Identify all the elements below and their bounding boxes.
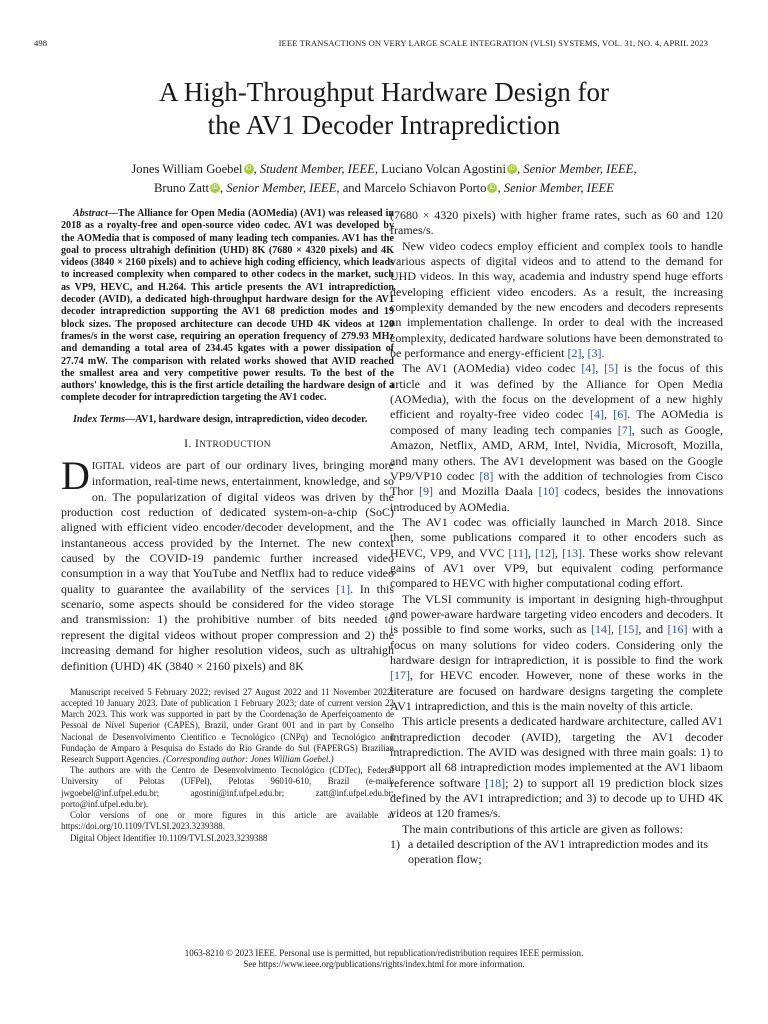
body-paragraph <box>390 592 723 715</box>
body-text: codecs, besides the innovations introduced by AOMedia. <box>390 484 724 514</box>
citation-link[interactable]: [2] <box>567 346 582 361</box>
author-list <box>60 160 708 198</box>
orcid-icon[interactable]: iD <box>507 164 517 174</box>
drop-cap: D <box>61 453 90 499</box>
author-name: Luciano Volcan Agostini <box>381 162 506 176</box>
body-text: , <box>595 361 605 376</box>
citation-link[interactable]: [7] <box>617 422 632 437</box>
author-name: Marcelo Schiavon Porto <box>364 181 487 195</box>
index-terms-dash: — <box>125 413 136 425</box>
footnote-text: Manuscript received 5 February 2022; revised 27 August 2022 and 11 November 2022; accepted 10 January 2023. Date of publication 1 February 2023; date of current version 22 March 2023. This work was supported in part by the Coordenação de Aperfeiçoamento de Pessoal de Nível Superior (CAPES), Brazil, under Grant 001 and in part by Conselho Nacional de Desenvolvimento Científico e Tecnológico (CNPq) and Tecnológico and Fundação de Amparo à Pesquisa do Estado do Rio Grande do Sul (FAPERGS) Brazilian Research Support Agencies. <box>61 686 394 765</box>
author-affiliation-role: Senior Member, IEEE <box>523 162 634 176</box>
body-text: The VLSI community is important in designing high-throughput and power-aware hardware targeting video encoders and decoders. It is possible to find some works, such as <box>390 591 723 637</box>
index-terms-label: Index Terms <box>73 413 126 425</box>
section-title-rest: NTRODUCTION <box>199 440 271 451</box>
author-affiliation-role: Student Member, IEEE <box>259 162 375 176</box>
body-text: , and <box>638 622 668 637</box>
body-paragraph <box>390 239 723 362</box>
footnote-color-figures[interactable]: Color versions of one or more figures in this article are available at https://doi.org/10.1109/TVLSI.2023.3239388. <box>61 810 394 832</box>
body-text: . <box>601 346 605 361</box>
body-paragraph <box>390 361 723 514</box>
body-text: with the addition of technologies from Cisco Thor <box>390 468 723 499</box>
list-item-text: a detailed description of the AV1 intraprediction modes and its operation flow; <box>408 837 709 867</box>
drop-cap-rest: IGITAL <box>91 461 125 473</box>
body-text: The AV1 codec was officially launched in March 2018. Since then, some publications compared it to other encoders such as HEVC, VP9, and VVC <box>390 514 723 560</box>
body-paragraph <box>390 515 723 592</box>
author-name: Bruno Zatt <box>154 181 209 195</box>
footnote-doi[interactable]: Digital Object Identifier 10.1109/TVLSI.2023.3239388 <box>70 832 268 843</box>
body-text: , <box>555 545 563 560</box>
body-text: , <box>527 545 536 560</box>
orcid-icon[interactable]: iD <box>487 183 497 193</box>
index-terms-text: AV1, hardware design, intraprediction, video decoder. <box>135 413 368 425</box>
body-text: . The AOMedia is composed of many leading tech companies <box>390 407 724 437</box>
abstract <box>61 208 394 405</box>
body-text: and Mozilla Daala <box>433 484 539 499</box>
author-line-2: Bruno Zatt iD , Senior Member, IEEE, and Marcelo Schiavon Porto iD , Senior Member, IEEE <box>154 181 614 195</box>
right-column <box>390 208 723 868</box>
author-affiliation-role: Senior Member, IEEE <box>226 181 337 195</box>
body-text: , for HEVC encoder. However, none of these works in the literature are focused on hardware designs targeting the complete AV1 intraprediction, and this is the main novelty of this article. <box>390 668 723 713</box>
running-head <box>34 38 708 48</box>
abstract-dash: — <box>107 208 118 219</box>
body-paragraph <box>390 714 723 821</box>
body-text: . These works show relevant gains of AV1 over VP9, but equivalent coding performance compared to HEVC with higher computational coding effort. <box>390 545 723 591</box>
body-text: with a focus on many solutions for video coders. Considering only the hardware design for intraprediction, it is possible to find the work <box>390 622 724 667</box>
orcid-icon[interactable]: iD <box>210 183 220 193</box>
citation-link[interactable]: [12] <box>535 545 556 560</box>
body-paragraph: The main contributions of this article are given as follows: <box>402 821 683 836</box>
author-line-1: Jones William Goebel iD , Student Member, IEEE, Luciano Volcan Agostini iD , Senior Member, IEEE, <box>131 162 637 176</box>
citation-link[interactable]: [4] <box>589 407 604 422</box>
body-text: , <box>581 346 588 361</box>
citation-link[interactable]: [1] <box>336 581 351 596</box>
abstract-label: Abstract <box>73 208 108 219</box>
and-word: and <box>342 181 361 195</box>
body-text: , <box>603 407 614 422</box>
title-line-1: A High-Throughput Hardware Design for <box>159 77 609 107</box>
citation-link[interactable]: [8] <box>479 468 494 483</box>
citation-link[interactable]: [11] <box>508 545 528 560</box>
citation-link[interactable]: [5] <box>604 361 619 376</box>
body-text: , such as Google, Amazon, Netflix, AMD, ARM, Intel, Nvidia, Microsoft, Mozilla, and many others. The AV1 development was based on the Google VP9/VP10 codec <box>390 422 723 483</box>
index-terms <box>61 414 394 426</box>
corresponding-author: (Corresponding author: Jones William Goebel.) <box>163 754 334 765</box>
section-numeral: I. <box>184 437 192 451</box>
body-text: New video codecs employ efficient and complex tools to handle various aspects of digital videos and to attend to the demand for UHD videos. In this way, academia and industry spend huge efforts developing efficient video encoders. As a result, the increasing complexity demanded by the new encoders and decoders represents an implementation challenge. In order to deal with the increased complexity, dedicated hardware solutions have been demonstrated to be performance and energy-efficient <box>390 238 723 361</box>
citation-link[interactable]: [14] <box>590 622 611 637</box>
copyright-line-2[interactable]: See https://www.ieee.org/publications/rights/index.html for more information. <box>243 959 525 969</box>
citation-link[interactable]: [15] <box>618 622 639 637</box>
list-item-number: 1) <box>390 837 400 852</box>
body-text: This article presents a dedicated hardware architecture, called AV1 intraprediction decoder (AVID), targeting the AV1 decoder intraprediction. The AVID was designed with three main goals: 1) to support all 68 intraprediction modes implemented at the AV1 libaom reference software <box>390 714 723 790</box>
citation-link[interactable]: [4] <box>581 361 596 376</box>
citation-link[interactable]: [3] <box>587 346 602 361</box>
intro-text: videos are part of our ordinary lives, bringing more information, real-time news, entertainment, knowledge, and so on. The popularization of digital videos was driven by the production cost reduction of dedicated system-on-a-chip (SoC) aligned with efficient video encoder/decoder development, and the instantaneous access provided by the Internet. The new context caused by the COVID-19 pandemic further increased video consumption in a way that YouTube and Netflix had to reduce video quality to guarantee the availability of the services <box>61 458 394 596</box>
citation-link[interactable]: [18] <box>485 775 506 790</box>
list-item <box>390 837 723 868</box>
footnote-affiliation: The authors are with the Centro de Desenvolvimento Tecnológico (CDTec), Federal University of Pelotas (UFPel), Pelotas 96010-610, Brazil (e-mail: jwgoebel@inf.ufpel.edu.br; agostini@inf.ufpel.edu.br; zatt@inf.ufpel.edu.br; porto@inf.ufpel.edu.br). <box>61 765 394 809</box>
body-text: is the focus of this article and it was defined by the Alliance for Open Media (AOMedia), with the focus on the development of a new highly efficient and royalty-free video codec <box>390 361 723 422</box>
author-affiliation-role: Senior Member, IEEE <box>503 181 614 195</box>
body-paragraph-continued: (7680 × 4320 pixels) with higher frame rates, such as 60 and 120 frames/s. <box>390 208 723 238</box>
contributions-list <box>390 837 723 868</box>
section-title-first: I <box>195 437 200 451</box>
title-line-2: the AV1 Decoder Intraprediction <box>207 110 561 140</box>
citation-link[interactable]: [9] <box>419 484 434 499</box>
page-number: 498 <box>34 38 48 48</box>
body-text: The AV1 (AOMedia) video codec <box>402 361 582 376</box>
body-text: , <box>610 622 619 637</box>
footnotes <box>61 687 394 844</box>
copyright-notice <box>0 948 768 970</box>
citation-link[interactable]: [6] <box>613 407 628 422</box>
citation-link[interactable]: [17] <box>390 668 410 683</box>
intro-text: . In this scenario, some aspects should be considered for the video storage and transmission: 1) the prohibitive number of bits needed to represent the digital videos without proper compression and 2) the increasing demand for higher resolution videos, such as ultrahigh definition (UHD) 4K (3840 × 2160 pixels) and 8K <box>61 581 394 673</box>
copyright-line-1: 1063-8210 © 2023 IEEE. Personal use is permitted, but republication/redistribution requires IEEE permission. <box>184 948 584 958</box>
intro-paragraph-1 <box>61 453 394 674</box>
footnote-manuscript <box>61 687 394 765</box>
citation-link[interactable]: [13] <box>562 545 583 560</box>
orcid-icon[interactable]: iD <box>244 164 254 174</box>
citation-link[interactable]: [10] <box>538 484 559 499</box>
section-heading-introduction <box>61 437 394 450</box>
author-name: Jones William Goebel <box>131 162 243 176</box>
body-text: ; 2) to support all 19 prediction block sizes defined by the AV1 intraprediction; and 3) to decode up to UHD 4K videos at 120 frames/s. <box>390 775 724 821</box>
abstract-text: The Alliance for Open Media (AOMedia) (AV1) was released in 2018 as a royalty-free and open-source video codec. AV1 was developed by the AOMedia that is composed of many leading tech companies. AV1 has the goal to process ultrahigh definition (UHD) 8K (7680 × 4320 pixels) and 4K videos (3840 × 2160 pixels) and to achieve high coding efficiency, which leads to increased complexity when compared to other codecs in the market, such as VP9, HEVC, and H.264. This article presents the AV1 intraprediction decoder (AVID), a dedicated high-throughput hardware design for the AV1 decoder intraprediction supporting the AV1 68 prediction modes and 19 block sizes. The proposed architecture can decode UHD 4K videos at 120 frames/s in the worst case, requiring an operation frequency of 279.93 MHz and demanding a total area of 234.45 kgates with a power dissipation of 27.74 mW. The comparison with related works showed that AVID reached the smallest area and very competitive power results. To the best of the authors' knowledge, this is the first article detailing the hardware design of a complete decoder for intraprediction targeting the AV1 codec. <box>61 208 394 404</box>
citation-link[interactable]: [16] <box>667 622 688 637</box>
left-column <box>61 208 394 844</box>
journal-name: IEEE TRANSACTIONS ON VERY LARGE SCALE INTEGRATION (VLSI) SYSTEMS, VOL. 31, NO. 4, APRIL 2023 <box>278 38 708 48</box>
paper-title <box>0 76 768 142</box>
